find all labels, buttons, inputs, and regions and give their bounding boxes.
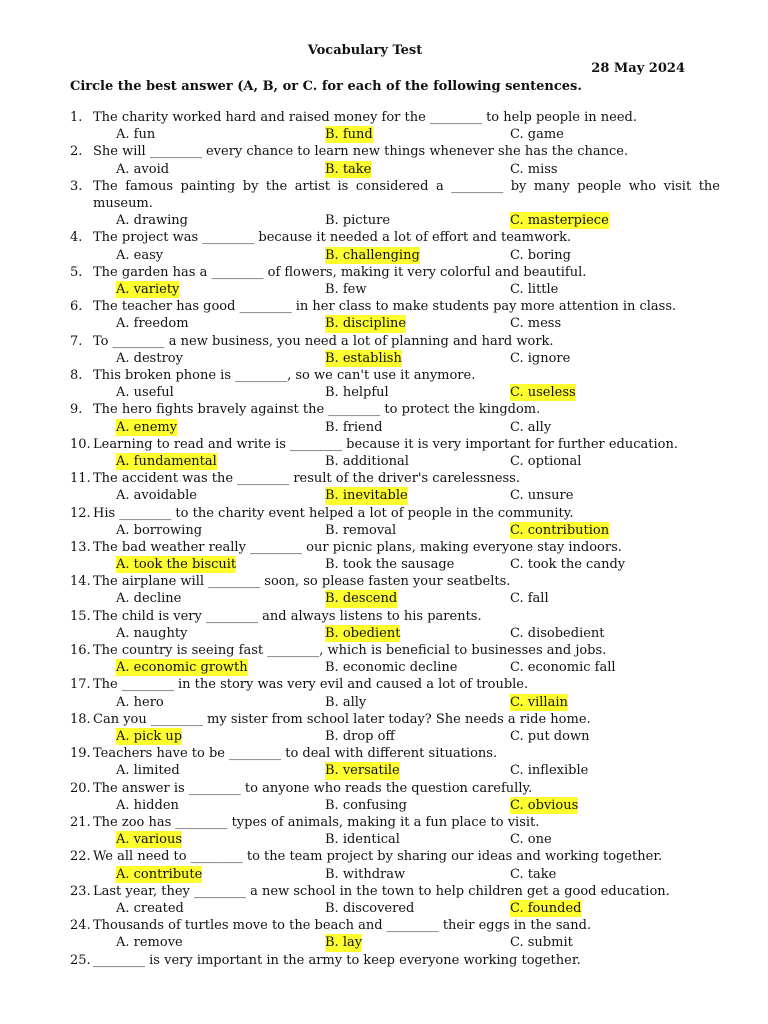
option-c[interactable]: C. submit xyxy=(510,935,573,951)
question-number: 20. xyxy=(70,780,91,796)
question-number: 25. xyxy=(70,952,91,968)
question-item xyxy=(70,470,720,504)
answer-options xyxy=(70,866,720,883)
option-c[interactable]: C. masterpiece xyxy=(510,213,609,229)
question-item xyxy=(70,952,720,969)
question-item xyxy=(70,178,720,230)
question-text: Thousands of turtles move to the beach and ________ their eggs in the sand. xyxy=(93,918,592,934)
question-text: To ________ a new business, you need a lot of planning and hard work. xyxy=(93,333,554,349)
answer-options xyxy=(70,797,720,814)
option-c[interactable]: C. optional xyxy=(510,453,582,469)
question-text: The garden has a ________ of flowers, making it very colorful and beautiful. xyxy=(93,264,587,280)
question-text: The teacher has good ________ in her class to make students pay more attention in class. xyxy=(93,299,677,315)
option-a[interactable]: A. limited xyxy=(116,763,180,779)
option-b[interactable]: B. confusing xyxy=(325,797,408,813)
answer-options xyxy=(70,350,720,367)
option-b[interactable]: B. inevitable xyxy=(325,488,408,504)
question-number: 17. xyxy=(70,677,91,693)
option-b[interactable]: B. removal xyxy=(325,522,397,538)
option-b[interactable]: B. took the sausage xyxy=(325,557,455,573)
page-title: Vocabulary Test xyxy=(307,43,423,58)
option-c[interactable]: C. obvious xyxy=(510,797,579,813)
answer-options xyxy=(70,831,720,848)
answer-options xyxy=(70,900,720,917)
option-a[interactable]: A. economic growth xyxy=(116,660,248,676)
option-c[interactable]: C. take xyxy=(510,866,557,882)
question-item xyxy=(70,229,720,263)
option-b[interactable]: B. additional xyxy=(325,453,409,469)
question-text: The child is very ________ and always listens to his parents. xyxy=(93,608,482,624)
question-number: 4. xyxy=(70,230,83,246)
option-b[interactable]: B. lay xyxy=(325,935,363,951)
option-a[interactable]: A. drawing xyxy=(116,213,188,229)
option-a[interactable]: A. hero xyxy=(116,694,164,710)
option-a[interactable]: A. various xyxy=(116,832,182,848)
answer-options xyxy=(70,522,720,539)
question-number: 12. xyxy=(70,505,91,521)
question-number: 23. xyxy=(70,883,91,899)
option-b[interactable]: B. friend xyxy=(325,419,383,435)
question-item xyxy=(70,505,720,539)
question-number: 24. xyxy=(70,918,91,934)
option-c[interactable]: C. villain xyxy=(510,694,568,710)
question-text: The ________ in the story was very evil and caused a lot of trouble. xyxy=(93,677,529,693)
answer-options xyxy=(70,728,720,745)
question-text: We all need to ________ to the team project by sharing our ideas and working together. xyxy=(93,849,663,865)
question-text: She will ________ every chance to learn new things whenever she has the chance. xyxy=(93,144,629,160)
answer-options xyxy=(70,419,720,436)
question-text: The answer is ________ to anyone who reads the question carefully. xyxy=(93,780,533,796)
question-number: 10. xyxy=(70,436,91,452)
question-text: The country is seeing fast ________, which is beneficial to businesses and jobs. xyxy=(93,643,607,659)
question-item xyxy=(70,814,720,848)
question-number: 5. xyxy=(70,264,83,280)
option-a[interactable]: A. remove xyxy=(116,935,183,951)
answer-options xyxy=(70,453,720,470)
question-item xyxy=(70,298,720,332)
question-number: 15. xyxy=(70,608,91,624)
option-c[interactable]: C. miss xyxy=(510,161,558,177)
question-text: This broken phone is ________, so we can't use it anymore. xyxy=(93,367,476,383)
answer-options xyxy=(70,590,720,607)
option-a[interactable]: A. easy xyxy=(116,247,164,263)
option-c[interactable]: C. ignore xyxy=(510,350,571,366)
question-item xyxy=(70,573,720,607)
question-number: 3. xyxy=(70,178,83,194)
option-a[interactable]: A. pick up xyxy=(116,729,183,745)
question-item xyxy=(70,642,720,676)
option-c[interactable]: C. game xyxy=(510,127,564,143)
answer-options xyxy=(70,762,720,779)
answer-options xyxy=(70,247,720,264)
option-a[interactable]: A. hidden xyxy=(116,797,179,813)
question-number: 8. xyxy=(70,367,83,383)
question-item xyxy=(70,917,720,951)
option-b[interactable]: B. drop off xyxy=(325,729,395,745)
answer-options xyxy=(70,556,720,573)
option-b[interactable]: B. take xyxy=(325,161,372,177)
question-text: The hero fights bravely against the ________ to protect the kingdom. xyxy=(93,402,541,418)
question-text: Last year, they ________ a new school in the town to help children get a good education. xyxy=(93,883,670,899)
question-list xyxy=(70,109,720,969)
option-c[interactable]: C. founded xyxy=(510,901,582,916)
question-number: 6. xyxy=(70,299,83,315)
question-number: 19. xyxy=(70,746,91,762)
question-text: Can you ________ my sister from school later today? She needs a ride home. xyxy=(93,711,591,727)
answer-options xyxy=(70,934,720,951)
question-item xyxy=(70,780,720,814)
option-b[interactable]: B. withdraw xyxy=(325,866,406,882)
question-item xyxy=(70,109,720,143)
question-number: 2. xyxy=(70,144,83,160)
question-text: Teachers have to be ________ to deal with different situations. xyxy=(93,746,498,762)
answer-options xyxy=(70,659,720,676)
option-c[interactable]: C. put down xyxy=(510,729,590,745)
question-number: 11. xyxy=(70,471,91,487)
question-number: 7. xyxy=(70,333,83,349)
question-text: His ________ to the charity event helped a lot of people in the community. xyxy=(93,505,574,521)
option-a[interactable]: A. freedom xyxy=(116,316,189,332)
instructions: Circle the best answer (A, B, or C. for each of the following sentences. xyxy=(70,79,582,94)
option-a[interactable]: A. enemy xyxy=(116,419,178,435)
option-b[interactable]: B. versatile xyxy=(325,763,400,779)
question-number: 13. xyxy=(70,539,91,555)
option-c[interactable]: C. economic fall xyxy=(510,660,616,676)
question-text: ________ is very important in the army to keep everyone working together. xyxy=(93,952,581,968)
question-item xyxy=(70,264,720,298)
question-number: 9. xyxy=(70,402,83,418)
option-b[interactable]: B. fund xyxy=(325,127,373,143)
question-text: The famous painting by the artist is considered a ________ by many people who visit the museum. xyxy=(93,178,720,211)
answer-options xyxy=(70,212,720,229)
question-number: 21. xyxy=(70,815,91,831)
question-number: 16. xyxy=(70,643,91,659)
question-item xyxy=(70,676,720,710)
test-date: 28 May 2024 xyxy=(591,61,685,76)
option-b[interactable]: B. discovered xyxy=(325,901,415,916)
option-b[interactable]: B. identical xyxy=(325,832,400,848)
option-a[interactable]: A. useful xyxy=(116,385,174,401)
option-a[interactable]: A. fun xyxy=(116,127,156,143)
option-b[interactable]: B. few xyxy=(325,281,367,297)
question-item xyxy=(70,848,720,882)
question-text: The zoo has ________ types of animals, making it a fun place to visit. xyxy=(93,815,540,831)
option-a[interactable]: A. variety xyxy=(116,281,180,297)
option-b[interactable]: B. obedient xyxy=(325,625,401,641)
option-c[interactable]: C. little xyxy=(510,281,559,297)
question-item xyxy=(70,711,720,745)
option-b[interactable]: B. discipline xyxy=(325,316,407,332)
option-c[interactable]: C. fall xyxy=(510,591,549,607)
question-item xyxy=(70,608,720,642)
question-item xyxy=(70,539,720,573)
option-c[interactable]: C. unsure xyxy=(510,488,574,504)
question-number: 14. xyxy=(70,574,91,590)
option-b[interactable]: B. descend xyxy=(325,591,398,607)
question-item xyxy=(70,745,720,779)
answer-options xyxy=(70,487,720,504)
option-c[interactable]: C. contribution xyxy=(510,522,610,538)
answer-options xyxy=(70,126,720,143)
answer-options xyxy=(70,281,720,298)
question-item xyxy=(70,883,720,917)
question-number: 18. xyxy=(70,711,91,727)
question-item xyxy=(70,401,720,435)
option-a[interactable]: A. naughty xyxy=(116,625,188,641)
option-b[interactable]: B. challenging xyxy=(325,247,420,263)
option-b[interactable]: B. ally xyxy=(325,694,367,710)
question-item xyxy=(70,333,720,367)
answer-options xyxy=(70,384,720,401)
question-item xyxy=(70,367,720,401)
option-a[interactable]: A. avoid xyxy=(116,161,170,177)
option-c[interactable]: C. useless xyxy=(510,385,576,401)
option-a[interactable]: A. took the biscuit xyxy=(116,557,237,573)
question-item xyxy=(70,143,720,177)
question-text: Learning to read and write is ________ because it is very important for further education. xyxy=(93,436,678,452)
option-c[interactable]: C. one xyxy=(510,832,552,848)
question-text: The bad weather really ________ our picnic plans, making everyone stay indoors. xyxy=(93,539,622,555)
option-a[interactable]: A. avoidable xyxy=(116,488,197,504)
option-b[interactable]: B. establish xyxy=(325,350,402,366)
question-number: 1. xyxy=(70,110,83,125)
option-a[interactable]: A. borrowing xyxy=(116,522,203,538)
question-text: The airplane will ________ soon, so please fasten your seatbelts. xyxy=(93,574,511,590)
option-c[interactable]: C. disobedient xyxy=(510,625,605,641)
answer-options xyxy=(70,625,720,642)
question-item xyxy=(70,436,720,470)
question-text: The project was ________ because it needed a lot of effort and teamwork. xyxy=(93,230,572,246)
option-c[interactable]: C. boring xyxy=(510,247,571,263)
option-c[interactable]: C. ally xyxy=(510,419,552,435)
option-c[interactable]: C. inflexible xyxy=(510,763,589,779)
question-text: The accident was the ________ result of the driver's carelessness. xyxy=(93,471,520,487)
option-a[interactable]: A. fundamental xyxy=(116,453,217,469)
question-number: 22. xyxy=(70,849,91,865)
answer-options xyxy=(70,315,720,332)
option-a[interactable]: A. decline xyxy=(116,591,182,607)
option-b[interactable]: B. helpful xyxy=(325,385,389,401)
option-c[interactable]: C. took the candy xyxy=(510,557,626,573)
option-c[interactable]: C. mess xyxy=(510,316,562,332)
option-b[interactable]: B. economic decline xyxy=(325,660,458,676)
option-a[interactable]: A. created xyxy=(116,901,184,916)
question-text: The charity worked hard and raised money for the ________ to help people in need. xyxy=(93,110,637,125)
answer-options xyxy=(70,694,720,711)
option-b[interactable]: B. picture xyxy=(325,213,391,229)
option-a[interactable]: A. contribute xyxy=(116,866,203,882)
answer-options xyxy=(70,161,720,178)
option-a[interactable]: A. destroy xyxy=(116,350,183,366)
